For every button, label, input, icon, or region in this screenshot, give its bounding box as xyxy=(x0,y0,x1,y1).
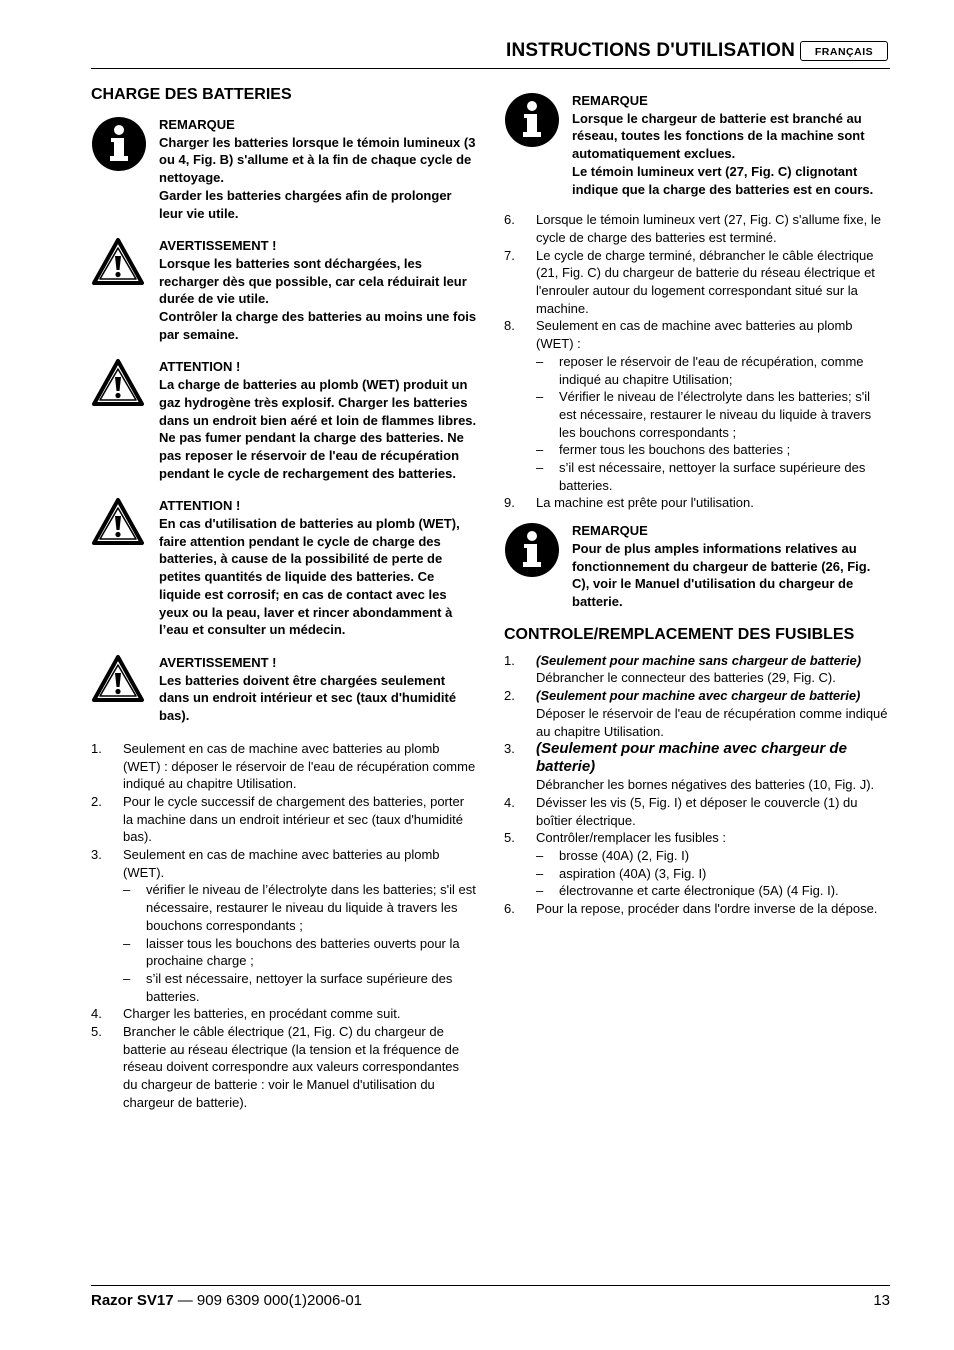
sub-list-item xyxy=(123,970,477,1005)
footer-doc-info xyxy=(91,1292,362,1309)
notice-body xyxy=(572,522,890,611)
notice-text: Les batteries doivent être chargées seulement dans un endroit intérieur et sec (taux d'humidité bas). xyxy=(159,672,457,724)
sub-list-item xyxy=(123,881,477,934)
notice-text: Charger les batteries lorsque le témoin lumineux (3 ou 4, Fig. B) s'allume et à la fin de chaque cycle de nettoyage. xyxy=(159,134,476,186)
notice-warning xyxy=(91,497,477,639)
dash-bullet: – xyxy=(123,970,131,986)
list-item-text: Brancher le câble électrique (21, Fig. C) du chargeur de batterie au réseau électrique (la tension et la fréquence de réseau doivent correspondre aux valeurs correspondantes du chargeur de batterie : voir le Manuel d'utilisation du chargeur de batterie). xyxy=(123,1024,460,1110)
list-item xyxy=(504,740,890,794)
notice-body xyxy=(159,654,477,725)
list-item-number: 4. xyxy=(91,1006,102,1022)
page-header-title: INSTRUCTIONS D'UTILISATION xyxy=(506,40,796,61)
notice-remark xyxy=(91,116,477,222)
list-item-text: Pour la repose, procéder dans l'ordre inverse de la dépose. xyxy=(536,901,878,917)
language-badge: FRANÇAIS xyxy=(800,41,888,61)
list-item-number: 1. xyxy=(91,740,102,756)
list-item xyxy=(504,829,890,900)
sub-list-item-text: électrovanne et carte électronique (5A) (4 Fig. I). xyxy=(559,883,839,899)
list-item-text: Débrancher les bornes négatives des batteries (10, Fig. J). xyxy=(536,777,875,793)
right-column xyxy=(504,92,890,918)
section-title-battery-charging: CHARGE DES BATTERIES xyxy=(91,86,292,103)
list-item-text: Lorsque le témoin lumineux vert (27, Fig. C) s'allume fixe, le cycle de charge des batteries est terminé. xyxy=(536,212,881,245)
sub-list xyxy=(536,847,890,900)
list-item-number: 5. xyxy=(91,1024,102,1040)
sub-list-item-text: s’il est nécessaire, nettoyer la surface supérieure des batteries. xyxy=(559,460,866,493)
notice-text: Le témoin lumineux vert (27, Fig. C) clignotant indique que la charge des batteries est en cours. xyxy=(572,163,874,197)
sub-list-item xyxy=(123,935,477,970)
list-item xyxy=(91,793,477,846)
list-item-emphasis: (Seulement pour machine avec chargeur de batterie) xyxy=(536,740,847,776)
left-steps-list xyxy=(91,740,477,1112)
list-item xyxy=(504,211,890,246)
notice-text: Garder les batteries chargées afin de prolonger leur vie utile. xyxy=(159,187,452,221)
fuse-steps-list xyxy=(504,652,890,918)
info-icon xyxy=(91,116,159,222)
warning-icon xyxy=(91,654,159,725)
list-item-text: Contrôler/remplacer les fusibles : xyxy=(536,830,727,846)
list-item-number: 2. xyxy=(504,688,515,704)
sub-list-item-text: s’il est nécessaire, nettoyer la surface supérieure des batteries. xyxy=(146,970,453,1004)
list-item-number: 2. xyxy=(91,793,102,809)
list-item-number: 4. xyxy=(504,794,515,810)
list-item-text: Seulement en cas de machine avec batteries au plomb (WET) : xyxy=(536,318,853,352)
dash-bullet: – xyxy=(536,865,544,881)
list-item xyxy=(91,1023,477,1112)
sub-list-item xyxy=(536,388,890,441)
list-item-text: Seulement en cas de machine avec batteries au plomb (WET). xyxy=(123,847,440,880)
notice-remark xyxy=(504,92,890,198)
notice-text: Pour de plus amples informations relatives au fonctionnement du chargeur de batterie (26, Fig. C), voir le Manuel d'utilisation du chargeur de batterie. xyxy=(572,540,871,609)
list-item-emphasis: (Seulement pour machine avec chargeur de batterie) xyxy=(536,688,861,704)
sub-list-item-text: Vérifier le niveau de l’électrolyte dans les batteries; s'il est nécessaire, restaurer le niveau du liquide à travers les bouchons correspondants ; xyxy=(559,389,872,440)
notice-label: AVERTISSEMENT ! xyxy=(159,654,277,670)
right-notice-top xyxy=(504,92,890,198)
sub-list-item xyxy=(536,882,890,900)
notice-body xyxy=(159,497,477,639)
notice-label: ATTENTION ! xyxy=(159,359,241,375)
list-item-text: Débrancher le connecteur des batteries (29, Fig. C). xyxy=(536,670,836,686)
notice-text: La charge de batteries au plomb (WET) produit un gaz hydrogène très explosif. Charger les batteries dans un endroit bien aéré et loin de flammes libres. xyxy=(159,377,477,428)
notice-warning xyxy=(91,358,477,482)
dash-bullet: – xyxy=(536,389,544,405)
sub-list xyxy=(536,353,890,495)
dash-bullet: – xyxy=(536,883,544,899)
right-steps-list xyxy=(504,211,890,512)
list-item-number: 7. xyxy=(504,247,515,263)
sub-list-item xyxy=(536,865,890,883)
list-item-text: Le cycle de charge terminé, débrancher le câble électrique (21, Fig. C) du chargeur de batterie du réseau électrique et l'enrouler autour du logement correspondant situé sur la machine. xyxy=(536,247,875,316)
left-notices xyxy=(91,116,477,725)
info-icon xyxy=(504,522,572,611)
list-item xyxy=(504,494,890,512)
sub-list-item xyxy=(536,441,890,459)
list-item-number: 8. xyxy=(504,318,515,334)
section-title-fuses: CONTROLE/REMPLACEMENT DES FUSIBLES xyxy=(504,625,855,643)
sub-list-item xyxy=(536,353,890,388)
header-rule xyxy=(91,68,890,69)
warning-icon xyxy=(91,358,159,482)
sub-list-item xyxy=(536,847,890,865)
list-item xyxy=(504,652,890,687)
notice-label: ATTENTION ! xyxy=(159,498,241,514)
notice-body xyxy=(159,358,477,482)
sub-list xyxy=(123,881,477,1005)
footer-page-number: 13 xyxy=(873,1292,890,1309)
list-item xyxy=(504,317,890,494)
list-item-number: 6. xyxy=(504,212,515,228)
notice-body xyxy=(572,92,890,198)
notice-body xyxy=(159,237,477,343)
notice-text: Lorsque le chargeur de batterie est branché au réseau, toutes les fonctions de la machine sont automatiquement exclues. xyxy=(572,110,865,162)
list-item xyxy=(504,900,890,918)
footer-model: Razor SV17 xyxy=(91,1292,174,1309)
list-item-text: Seulement en cas de machine avec batteries au plomb (WET) : déposer le réservoir de l'eau de récupération comme indiqué au chapitre Utilisation. xyxy=(123,740,476,792)
notice-label: AVERTISSEMENT ! xyxy=(159,238,277,254)
list-item xyxy=(504,687,890,740)
notice-label: REMARQUE xyxy=(159,117,235,132)
list-item-number: 6. xyxy=(504,901,515,917)
list-item-text: Pour le cycle successif de chargement des batteries, porter la machine dans un endroit intérieur et sec (taux d'humidité bas). xyxy=(123,793,465,845)
dash-bullet: – xyxy=(536,353,544,369)
notice-text: En cas d'utilisation de batteries au plomb (WET), faire attention pendant le cycle de charge des batteries, à cause de la possibilité de perte de petites quantités de liquide des batteries. Ce liquide est corrosif; en cas de contact avec les yeux ou la peau, laver et rincer abondamment à l’eau et consulter un médecin. xyxy=(159,516,460,638)
warning-icon xyxy=(91,497,159,639)
list-item xyxy=(504,247,890,318)
list-item-number: 3. xyxy=(504,741,515,757)
sub-list-item-text: brosse (40A) (2, Fig. I) xyxy=(559,848,690,864)
warning-icon xyxy=(91,237,159,343)
right-notice-bottom xyxy=(504,522,890,611)
footer-doc-ref: — 909 6309 000(1)2006-01 xyxy=(177,1292,363,1309)
sub-list-item-text: fermer tous les bouchons des batteries ; xyxy=(559,442,791,458)
notice-warning xyxy=(91,237,477,343)
sub-list-item xyxy=(536,459,890,494)
sub-list-item-text: aspiration (40A) (3, Fig. I) xyxy=(559,865,707,881)
list-item-emphasis: (Seulement pour machine sans chargeur de batterie) xyxy=(536,652,862,668)
sub-list-item-text: laisser tous les bouchons des batteries ouverts pour la prochaine charge ; xyxy=(146,935,460,969)
dash-bullet: – xyxy=(536,848,544,864)
sub-list-item-text: reposer le réservoir de l'eau de récupération, comme indiqué au chapitre Utilisation; xyxy=(559,353,864,387)
left-column xyxy=(91,86,477,1112)
notice-label: REMARQUE xyxy=(572,523,648,539)
dash-bullet: – xyxy=(536,460,544,476)
list-item-number: 9. xyxy=(504,495,515,511)
sub-list-item-text: vérifier le niveau de l’électrolyte dans les batteries; s'il est nécessaire, restaurer le niveau du liquide à travers les bouchons correspondants ; xyxy=(146,882,476,933)
notice-label: REMARQUE xyxy=(572,93,648,108)
list-item-number: 1. xyxy=(504,652,515,668)
dash-bullet: – xyxy=(536,442,544,458)
dash-bullet: – xyxy=(123,935,131,951)
list-item-text: La machine est prête pour l'utilisation. xyxy=(536,495,754,511)
notice-remark xyxy=(504,522,890,611)
list-item-number: 5. xyxy=(504,830,515,846)
notice-text: Lorsque les batteries sont déchargées, les recharger dès que possible, car cela réduirait leur durée de vie utile. xyxy=(159,255,467,307)
dash-bullet: – xyxy=(123,882,131,898)
list-item-text: Dévisser les vis (5, Fig. I) et déposer le couvercle (1) du boîtier électrique. xyxy=(536,794,858,828)
notice-text: Contrôler la charge des batteries au moins une fois par semaine. xyxy=(159,309,477,342)
footer-rule xyxy=(91,1285,890,1286)
list-item xyxy=(91,846,477,1005)
info-icon xyxy=(504,92,572,198)
list-item xyxy=(91,740,477,793)
list-item-text: Déposer le réservoir de l'eau de récupération comme indiqué au chapitre Utilisation. xyxy=(536,705,888,739)
list-item-number: 3. xyxy=(91,847,102,863)
notice-text: Ne pas fumer pendant la charge des batteries. Ne pas reposer le réservoir de l'eau de récupération pendant le cycle de rechargement des batteries. xyxy=(159,430,464,481)
list-item-text: Charger les batteries, en procédant comme suit. xyxy=(123,1006,401,1022)
notice-warning xyxy=(91,654,477,725)
list-item xyxy=(91,1005,477,1023)
notice-body xyxy=(159,116,477,222)
list-item xyxy=(504,794,890,829)
